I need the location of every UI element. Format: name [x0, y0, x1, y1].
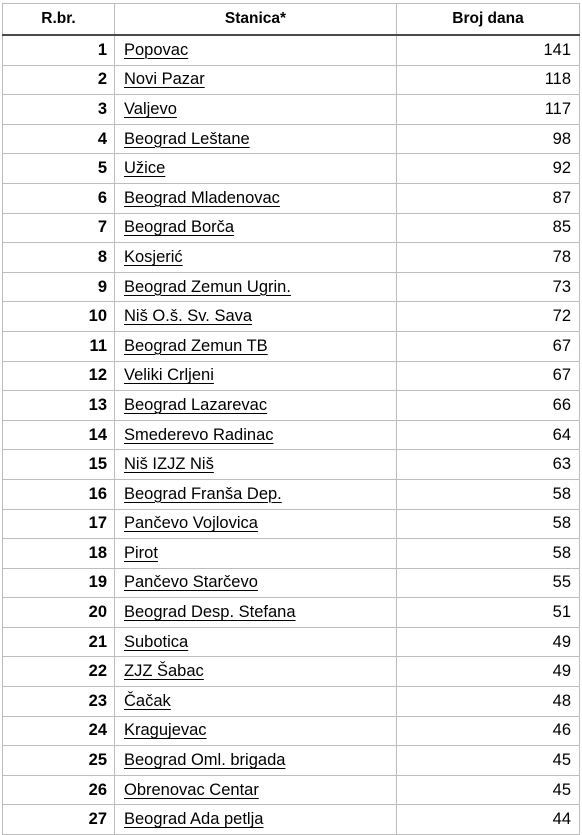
station-link[interactable]: Beograd Oml. brigada	[124, 751, 286, 770]
table-row	[3, 213, 580, 243]
station-cell	[115, 361, 397, 391]
days-cell: 58	[397, 509, 580, 539]
rank-cell: 7	[3, 213, 115, 243]
station-link[interactable]: Niš IZJZ Niš	[124, 455, 214, 474]
header-row	[3, 4, 580, 36]
station-link[interactable]: Niš O.š. Sv. Sava	[124, 307, 253, 326]
station-cell	[115, 124, 397, 154]
rank-cell: 26	[3, 775, 115, 805]
station-link[interactable]: Beograd Leštane	[124, 129, 250, 148]
station-link[interactable]: Veliki Crljeni	[124, 366, 214, 385]
days-cell: 58	[397, 479, 580, 509]
days-cell: 67	[397, 331, 580, 361]
station-cell	[115, 775, 397, 805]
days-cell: 49	[397, 657, 580, 687]
rank-cell: 12	[3, 361, 115, 391]
station-link[interactable]: Beograd Mladenovac	[124, 188, 280, 207]
station-link[interactable]: Novi Pazar	[124, 70, 205, 89]
table-row	[3, 657, 580, 687]
station-link[interactable]: Popovac	[124, 40, 189, 59]
rank-cell: 8	[3, 243, 115, 273]
rank-cell: 16	[3, 479, 115, 509]
station-link[interactable]: Beograd Desp. Stefana	[124, 603, 296, 622]
rank-cell: 14	[3, 420, 115, 450]
rank-cell: 5	[3, 154, 115, 184]
days-cell: 141	[397, 35, 580, 65]
station-cell	[115, 657, 397, 687]
rank-cell: 19	[3, 568, 115, 598]
days-cell: 98	[397, 124, 580, 154]
station-cell	[115, 95, 397, 125]
rank-cell: 18	[3, 539, 115, 569]
days-cell: 92	[397, 154, 580, 184]
station-cell	[115, 627, 397, 657]
days-cell: 49	[397, 627, 580, 657]
table-row	[3, 598, 580, 628]
days-cell: 66	[397, 391, 580, 421]
station-cell	[115, 331, 397, 361]
rank-cell: 17	[3, 509, 115, 539]
table-row	[3, 361, 580, 391]
rank-cell: 27	[3, 805, 115, 835]
station-cell	[115, 450, 397, 480]
table-body	[3, 35, 580, 835]
station-link[interactable]: Beograd Franša Dep.	[124, 484, 282, 503]
table-row	[3, 391, 580, 421]
table-row	[3, 65, 580, 95]
table-row	[3, 716, 580, 746]
days-cell: 55	[397, 568, 580, 598]
station-link[interactable]: ZJZ Šabac	[124, 662, 204, 681]
days-cell: 44	[397, 805, 580, 835]
rank-cell: 9	[3, 272, 115, 302]
rank-cell: 13	[3, 391, 115, 421]
station-link[interactable]: Smederevo Radinac	[124, 425, 274, 444]
station-cell	[115, 420, 397, 450]
days-cell: 58	[397, 539, 580, 569]
table-row	[3, 627, 580, 657]
days-cell: 46	[397, 716, 580, 746]
table-row	[3, 243, 580, 273]
rank-column-header: R.br.	[3, 4, 115, 36]
station-ranking-table	[2, 3, 580, 835]
rank-cell: 22	[3, 657, 115, 687]
rank-cell: 20	[3, 598, 115, 628]
table-row	[3, 539, 580, 569]
station-cell	[115, 213, 397, 243]
station-cell	[115, 687, 397, 717]
station-link[interactable]: Beograd Ada petlja	[124, 810, 264, 829]
table-row	[3, 272, 580, 302]
rank-cell: 15	[3, 450, 115, 480]
station-cell	[115, 716, 397, 746]
table-row	[3, 183, 580, 213]
station-link[interactable]: Beograd Borča	[124, 218, 235, 237]
days-cell: 73	[397, 272, 580, 302]
station-column-header: Stanica*	[115, 4, 397, 36]
station-cell	[115, 746, 397, 776]
days-cell: 64	[397, 420, 580, 450]
days-cell: 45	[397, 775, 580, 805]
station-link[interactable]: Valjevo	[124, 99, 177, 118]
station-link[interactable]: Pirot	[124, 543, 158, 562]
station-cell	[115, 154, 397, 184]
station-cell	[115, 539, 397, 569]
days-cell: 117	[397, 95, 580, 125]
table-row	[3, 746, 580, 776]
rank-cell: 24	[3, 716, 115, 746]
rank-cell: 2	[3, 65, 115, 95]
table-header	[3, 4, 580, 36]
table-row	[3, 687, 580, 717]
days-cell: 45	[397, 746, 580, 776]
rank-cell: 1	[3, 35, 115, 65]
table-row	[3, 775, 580, 805]
days-cell: 48	[397, 687, 580, 717]
station-link[interactable]: Beograd Lazarevac	[124, 395, 268, 414]
station-cell	[115, 183, 397, 213]
table-row	[3, 450, 580, 480]
table-row	[3, 568, 580, 598]
rank-cell: 3	[3, 95, 115, 125]
station-ranking-table-container	[2, 3, 580, 835]
days-cell: 63	[397, 450, 580, 480]
station-cell	[115, 479, 397, 509]
station-cell	[115, 243, 397, 273]
table-row	[3, 331, 580, 361]
station-link[interactable]: Čačak	[124, 691, 171, 710]
rank-cell: 10	[3, 302, 115, 332]
table-row	[3, 805, 580, 835]
days-cell: 85	[397, 213, 580, 243]
days-cell: 78	[397, 243, 580, 273]
station-link[interactable]: Beograd Zemun TB	[124, 336, 268, 355]
rank-cell: 21	[3, 627, 115, 657]
station-cell	[115, 272, 397, 302]
station-link[interactable]: Pančevo Vojlovica	[124, 514, 258, 533]
station-cell	[115, 805, 397, 835]
rank-cell: 6	[3, 183, 115, 213]
station-cell	[115, 391, 397, 421]
station-cell	[115, 35, 397, 65]
rank-cell: 23	[3, 687, 115, 717]
station-link[interactable]: Subotica	[124, 632, 189, 651]
rank-cell: 11	[3, 331, 115, 361]
days-cell: 72	[397, 302, 580, 332]
table-row	[3, 124, 580, 154]
table-row	[3, 35, 580, 65]
station-link[interactable]: Obrenovac Centar	[124, 780, 259, 799]
station-link[interactable]: Kosjerić	[124, 247, 183, 266]
table-row	[3, 420, 580, 450]
table-row	[3, 509, 580, 539]
station-link[interactable]: Beograd Zemun Ugrin.	[124, 277, 291, 296]
days-cell: 87	[397, 183, 580, 213]
station-link[interactable]: Užice	[124, 159, 166, 178]
station-cell	[115, 65, 397, 95]
table-row	[3, 95, 580, 125]
table-row	[3, 479, 580, 509]
days-cell: 51	[397, 598, 580, 628]
station-link[interactable]: Pančevo Starčevo	[124, 573, 258, 592]
station-link[interactable]: Kragujevac	[124, 721, 207, 740]
days-column-header: Broj dana	[397, 4, 580, 36]
rank-cell: 4	[3, 124, 115, 154]
station-cell	[115, 568, 397, 598]
station-cell	[115, 598, 397, 628]
days-cell: 67	[397, 361, 580, 391]
rank-cell: 25	[3, 746, 115, 776]
table-row	[3, 302, 580, 332]
station-cell	[115, 302, 397, 332]
days-cell: 118	[397, 65, 580, 95]
table-row	[3, 154, 580, 184]
station-cell	[115, 509, 397, 539]
